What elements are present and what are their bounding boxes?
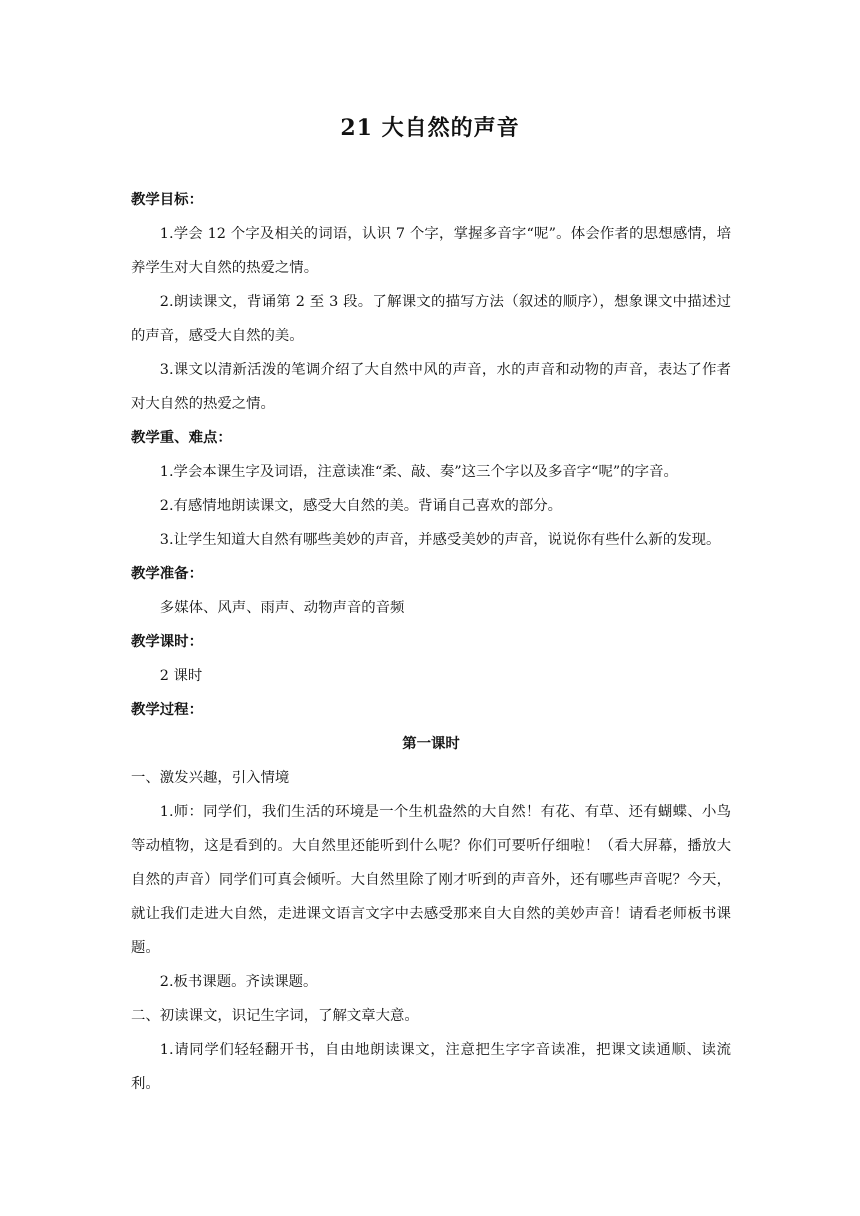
keypoint-item: 1.学会本课生字及词语，注意读准“柔、敲、奏”这三个字以及多音字“呢”的字音。	[159, 464, 678, 480]
step-title: 二、初读课文，识记生字词，了解文章大意。	[131, 1008, 419, 1024]
section-heading-hours: 教学课时：	[131, 633, 203, 650]
section-heading-goals: 教学目标：	[131, 191, 203, 208]
step-item: 1.请同学们轻轻翻开书，自由地朗读课文，注意把生字字音读准，把课文读通顺、读流利。	[131, 1042, 731, 1092]
step-item: 1.师：同学们，我们生活的环境是一个生机盎然的大自然！有花、有草、还有蝴蝶、小鸟等动植物，这是看到的。大自然里还能听到什么呢？你们可要听仔细啦！（看大屏幕，播放大自然的声音）同学们可真会倾听。大自然里除了刚才听到的声音外，还有哪些声音呢？今天，就让我们走进大自然，走进课文语言文字中去感受那来自大自然的美妙声音！请看老师板书课题。	[131, 804, 731, 956]
section-heading-process: 教学过程：	[131, 701, 203, 718]
hours-text: 2 课时	[159, 668, 203, 684]
lesson-title: 第一课时	[402, 735, 460, 752]
goal-item: 3.课文以清新活泼的笔调介绍了大自然中风的声音，水的声音和动物的声音，表达了作者对大自然的热爱之情。	[131, 362, 731, 412]
section-heading-prep: 教学准备：	[131, 565, 203, 582]
prep-text: 多媒体、风声、雨声、动物声音的音频	[159, 600, 405, 616]
goal-item: 1.学会 12 个字及相关的词语，认识 7 个字，掌握多音字“呢”。体会作者的思想感情，培养学生对大自然的热爱之情。	[131, 226, 731, 276]
step-item: 2.板书课题。齐读课题。	[159, 974, 318, 990]
step-title: 一、激发兴趣，引入情境	[131, 770, 290, 786]
keypoint-item: 3.让学生知道大自然有哪些美妙的声音，并感受美妙的声音，说说你有些什么新的发现。	[159, 532, 721, 548]
keypoint-item: 2.有感情地朗读课文，感受大自然的美。背诵自己喜欢的部分。	[159, 498, 563, 514]
section-heading-keypoints: 教学重、难点：	[131, 429, 232, 446]
document-title: 21 大自然的声音	[340, 115, 520, 141]
document-body	[131, 183, 731, 1101]
goal-item: 2.朗读课文，背诵第 2 至 3 段。了解课文的描写方法（叙述的顺序），想象课文中描述过的声音，感受大自然的美。	[131, 294, 731, 344]
